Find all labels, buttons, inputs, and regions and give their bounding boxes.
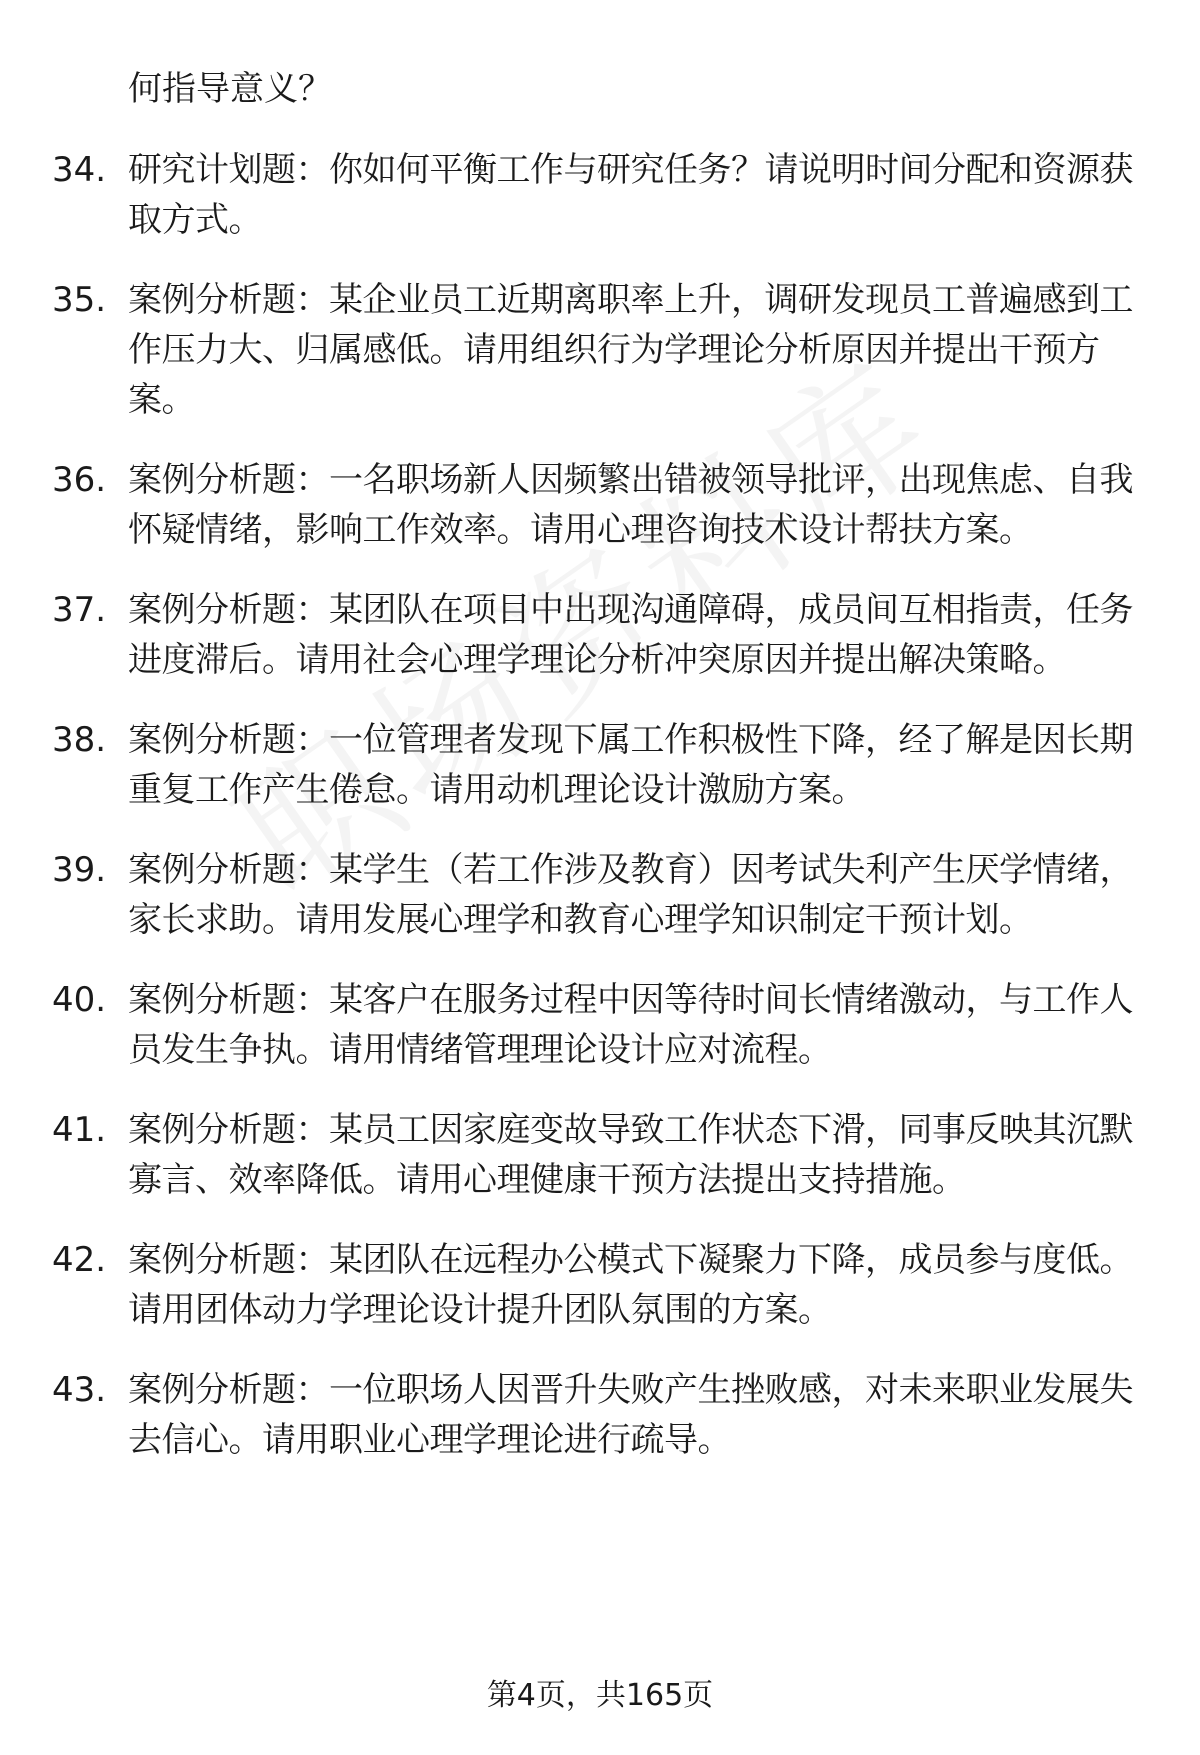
question-item xyxy=(0,1365,1200,1465)
continuation-text: 何指导意义？ xyxy=(128,69,332,109)
question-text: 案例分析题：某团队在项目中出现沟通障碍，成员间互相指责，任务进度滞后。请用社会心理学理论分析冲突原因并提出解决策略。 xyxy=(128,590,1133,680)
question-number: 34. xyxy=(52,150,107,190)
question-text: 案例分析题：某团队在远程办公模式下凝聚力下降，成员参与度低。请用团体动力学理论设计提升团队氛围的方案。 xyxy=(128,1240,1133,1330)
question-item xyxy=(0,1235,1200,1335)
question-text: 案例分析题：某员工因家庭变故导致工作状态下滑，同事反映其沉默寡言、效率降低。请用心理健康干预方法提出支持措施。 xyxy=(128,1110,1133,1200)
question-number: 39. xyxy=(52,850,107,890)
question-text: 案例分析题：一位管理者发现下属工作积极性下降，经了解是因长期重复工作产生倦怠。请用动机理论设计激励方案。 xyxy=(128,720,1133,810)
question-number: 36. xyxy=(52,460,107,500)
question-text: 案例分析题：某客户在服务过程中因等待时间长情绪激动，与工作人员发生争执。请用情绪管理理论设计应对流程。 xyxy=(128,980,1133,1070)
question-text: 研究计划题：你如何平衡工作与研究任务？请说明时间分配和资源获取方式。 xyxy=(128,150,1133,240)
question-item xyxy=(0,275,1200,425)
question-number: 43. xyxy=(52,1370,107,1410)
question-number: 38. xyxy=(52,720,107,760)
question-list xyxy=(0,145,1200,1495)
question-item xyxy=(0,585,1200,685)
question-item xyxy=(0,1105,1200,1205)
question-item xyxy=(0,145,1200,245)
question-text: 案例分析题：一名职场新人因频繁出错被领导批评，出现焦虑、自我怀疑情绪，影响工作效率。请用心理咨询技术设计帮扶方案。 xyxy=(128,460,1133,550)
question-item xyxy=(0,975,1200,1075)
question-text: 案例分析题：一位职场人因晋升失败产生挫败感，对未来职业发展失去信心。请用职业心理学理论进行疏导。 xyxy=(128,1370,1133,1460)
question-number: 41. xyxy=(52,1110,107,1150)
question-number: 37. xyxy=(52,590,107,630)
question-number: 35. xyxy=(52,280,107,320)
page-footer: 第4页，共165页 xyxy=(486,1678,714,1713)
question-item xyxy=(0,455,1200,555)
question-text: 案例分析题：某企业员工近期离职率上升，调研发现员工普遍感到工作压力大、归属感低。请用组织行为学理论分析原因并提出干预方案。 xyxy=(128,280,1133,420)
question-text: 案例分析题：某学生（若工作涉及教育）因考试失利产生厌学情绪，家长求助。请用发展心理学和教育心理学知识制定干预计划。 xyxy=(128,850,1133,940)
question-item xyxy=(0,845,1200,945)
question-number: 42. xyxy=(52,1240,107,1280)
question-item xyxy=(0,715,1200,815)
question-number: 40. xyxy=(52,980,107,1020)
